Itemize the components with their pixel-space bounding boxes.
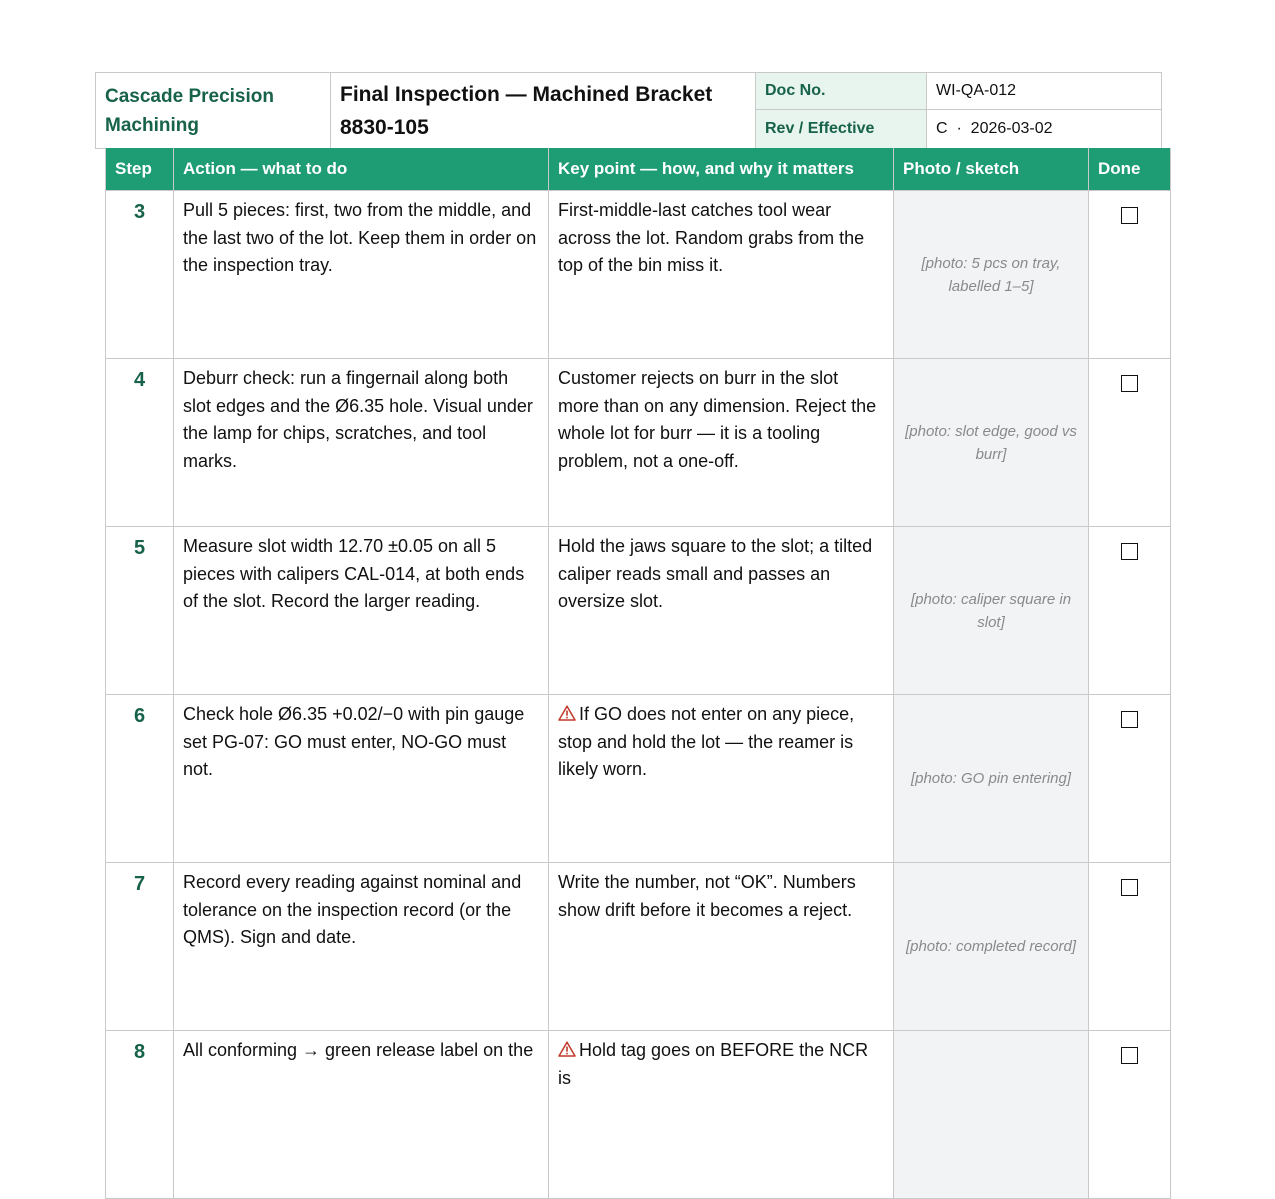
col-key-point: Key point — how, and why it matters	[549, 148, 894, 191]
key-point-text: Write the number, not “OK”. Numbers show drift before it becomes a reject.	[558, 872, 856, 920]
doc-no-value: WI-QA-012	[927, 73, 1162, 110]
step-number: 6	[106, 695, 174, 863]
photo-placeholder: [photo: completed record]	[894, 863, 1089, 1031]
step-number: 4	[106, 359, 174, 527]
step-number: 3	[106, 191, 174, 359]
step-key-point	[549, 1031, 894, 1199]
column-header-row	[106, 148, 1171, 191]
warning-icon	[558, 702, 576, 718]
warning-icon	[558, 1038, 576, 1054]
step-action: Measure slot width 12.70 ±0.05 on all 5 pieces with calipers CAL-014, at both ends of the slot. Record the larger reading.	[174, 527, 549, 695]
step-action: All conforming → green release label on the	[174, 1031, 549, 1199]
step-row	[106, 359, 1171, 527]
col-action: Action — what to do	[174, 148, 549, 191]
step-rows	[106, 191, 1171, 1199]
done-cell	[1089, 695, 1171, 863]
photo-placeholder: [photo: 5 pcs on tray, labelled 1–5]	[894, 191, 1089, 359]
col-step: Step	[106, 148, 174, 191]
col-done: Done	[1089, 148, 1171, 191]
step-row	[106, 863, 1171, 1031]
done-checkbox[interactable]	[1121, 1047, 1138, 1064]
done-checkbox[interactable]	[1121, 879, 1138, 896]
doc-no-label: Doc No.	[756, 73, 927, 110]
company-name: Cascade Precision Machining	[96, 73, 331, 149]
key-point-text: Hold tag goes on BEFORE the NCR is	[558, 1040, 869, 1088]
document-title: Final Inspection — Machined Bracket 8830-105	[331, 73, 756, 149]
inspection-steps-table	[105, 148, 1171, 1199]
photo-placeholder	[894, 1031, 1089, 1199]
step-row	[106, 191, 1171, 359]
step-key-point	[549, 695, 894, 863]
key-point-text: Hold the jaws square to the slot; a tilted caliper reads small and passes an oversize slot.	[558, 536, 873, 611]
rev-value: C · 2026-03-02	[927, 110, 1162, 149]
step-action: Pull 5 pieces: first, two from the middle, and the last two of the lot. Keep them in order on the inspection tray.	[174, 191, 549, 359]
step-key-point	[549, 863, 894, 1031]
photo-placeholder: [photo: caliper square in slot]	[894, 527, 1089, 695]
step-key-point	[549, 359, 894, 527]
document-header	[95, 72, 1162, 149]
key-point-text: Customer rejects on burr in the slot more than on any dimension. Reject the whole lot for burr — it is a tooling problem, not a one-off.	[558, 368, 877, 471]
col-photo: Photo / sketch	[894, 148, 1089, 191]
done-cell	[1089, 527, 1171, 695]
step-action: Record every reading against nominal and tolerance on the inspection record (or the QMS). Sign and date.	[174, 863, 549, 1031]
done-checkbox[interactable]	[1121, 375, 1138, 392]
step-row	[106, 527, 1171, 695]
photo-placeholder: [photo: GO pin entering]	[894, 695, 1089, 863]
done-checkbox[interactable]	[1121, 543, 1138, 560]
key-point-text: If GO does not enter on any piece, stop and hold the lot — the reamer is likely worn.	[558, 704, 855, 779]
step-key-point	[549, 191, 894, 359]
done-cell	[1089, 863, 1171, 1031]
photo-placeholder: [photo: slot edge, good vs burr]	[894, 359, 1089, 527]
step-number: 5	[106, 527, 174, 695]
key-point-text: First-middle-last catches tool wear across the lot. Random grabs from the top of the bin miss it.	[558, 200, 865, 275]
step-number: 8	[106, 1031, 174, 1199]
done-checkbox[interactable]	[1121, 711, 1138, 728]
done-cell	[1089, 191, 1171, 359]
rev-label: Rev / Effective	[756, 110, 927, 149]
done-cell	[1089, 359, 1171, 527]
step-row	[106, 695, 1171, 863]
done-cell	[1089, 1031, 1171, 1199]
step-action: Deburr check: run a fingernail along both slot edges and the Ø6.35 hole. Visual under the lamp for chips, scratches, and tool marks.	[174, 359, 549, 527]
step-number: 7	[106, 863, 174, 1031]
step-action: Check hole Ø6.35 +0.02/−0 with pin gauge set PG-07: GO must enter, NO-GO must not.	[174, 695, 549, 863]
done-checkbox[interactable]	[1121, 207, 1138, 224]
step-key-point	[549, 527, 894, 695]
step-row	[106, 1031, 1171, 1199]
